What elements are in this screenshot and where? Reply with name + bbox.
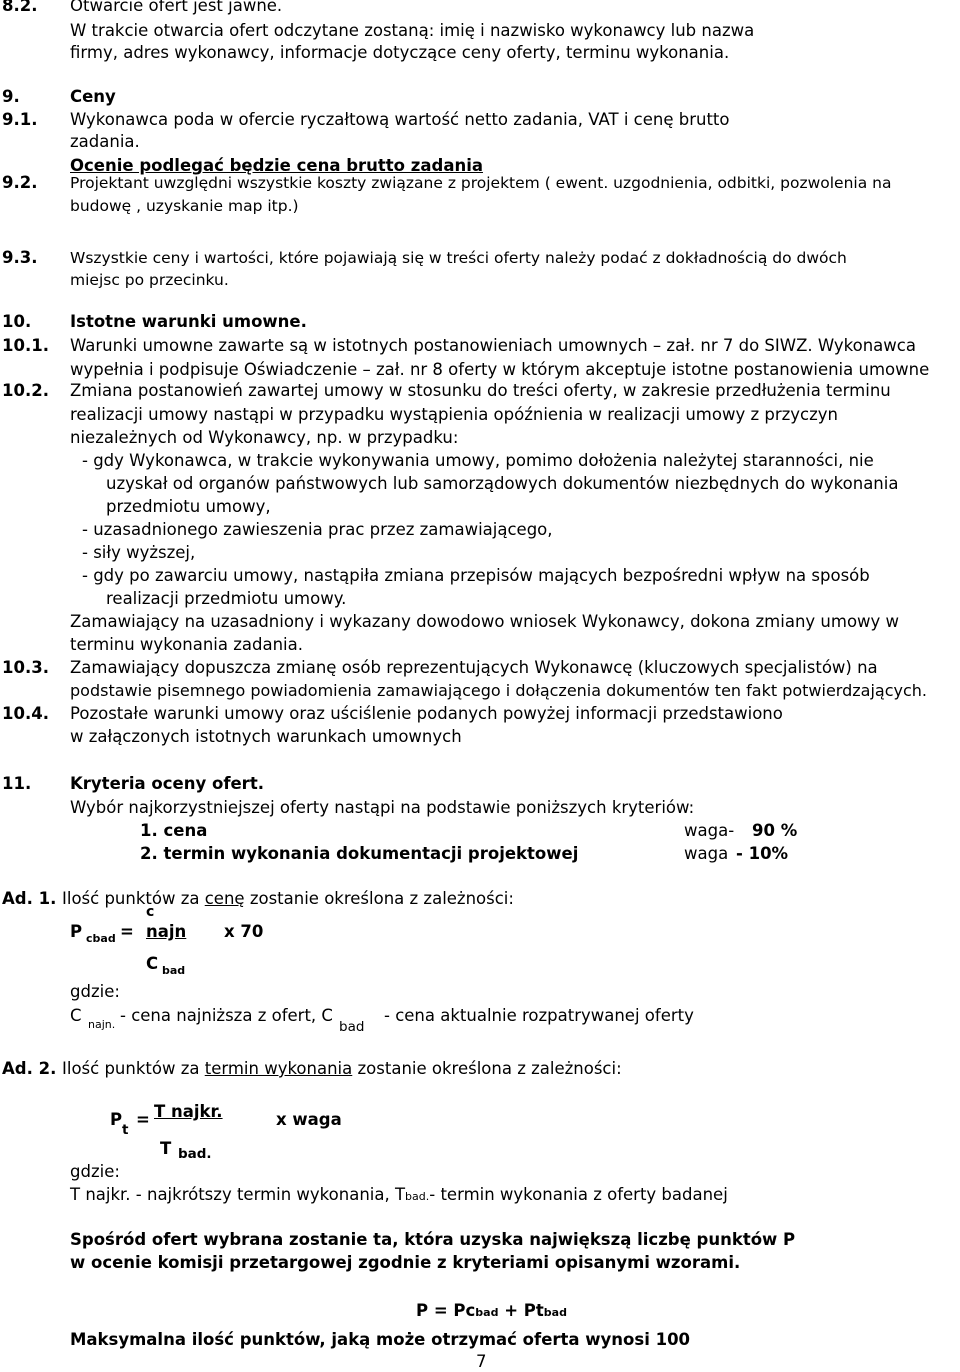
paragraph-line: zadania.: [70, 132, 140, 151]
formula-multiplier: x 70: [224, 922, 264, 941]
formula-denominator-subscript: bad.: [178, 1146, 212, 1162]
paragraph-line: miejsc po przecinku.: [70, 271, 229, 289]
final-formula: P = Pcbad + Ptbad: [416, 1301, 567, 1320]
criterion-2-weight-label: waga: [684, 844, 729, 863]
ad-1-label: Ad. 1.: [2, 889, 57, 908]
paragraph-line: Pozostałe warunki umowy oraz uściślenie podanych powyżej informacji przedstawiono: [70, 704, 783, 723]
section-10-4-number: 10.4.: [2, 704, 49, 723]
list-item: - gdy po zawarciu umowy, nastąpiła zmiana przepisów mających bezpośredni wpływ na sposób: [82, 566, 870, 585]
ad-2-label: Ad. 2.: [2, 1059, 57, 1078]
definition-text: - cena aktualnie rozpatrywanej oferty: [384, 1006, 694, 1025]
definition-subscript: bad: [339, 1019, 365, 1035]
paragraph-line: Wykonawca poda w ofercie ryczałtową wartość netto zadania, VAT i cenę brutto: [70, 110, 730, 129]
section-9-3-number: 9.3.: [2, 248, 38, 267]
paragraph-line: Warunki umowne zawarte są w istotnych postanowieniach umownych – zał. nr 7 do SIWZ. Wykonawca: [70, 336, 916, 355]
criterion-1-weight: 90 %: [752, 821, 798, 840]
formula-multiplier: x waga: [276, 1110, 342, 1129]
paragraph-line: podstawie pisemnego powiadomienia zamawiającego i dołączenia dokumentów ten fakt potwierdzających.: [70, 681, 927, 700]
paragraph-line: Wybór najkorzystniejszej oferty nastąpi na podstawie poniższych kryteriów:: [70, 798, 695, 817]
bold-underlined-note: Ocenie podlegać będzie cena brutto zadania: [70, 156, 483, 175]
summary-line: Spośród ofert wybrana zostanie ta, która uzyska największą liczbę punktów P: [70, 1230, 796, 1249]
section-10-2-number: 10.2.: [2, 381, 49, 400]
section-9-1-number: 9.1.: [2, 110, 38, 129]
criterion-1-weight-label: waga-: [684, 821, 735, 840]
max-points-note: Maksymalna ilość punktów, jaką może otrzymać oferta wynosi 100: [70, 1330, 691, 1349]
paragraph-line: Wszystkie ceny i wartości, które pojawiają się w treści oferty należy podać z dokładnością do dwóch: [70, 249, 847, 267]
definition-subscript: najn.: [88, 1018, 116, 1031]
paragraph-line: w załączonych istotnych warunkach umownych: [70, 727, 462, 746]
section-8-2-number: 8.2.: [2, 0, 38, 15]
list-item-line: przedmiotu umowy,: [106, 497, 271, 516]
section-10-title: Istotne warunki umowne.: [70, 312, 307, 331]
definition-c: C: [70, 1006, 82, 1025]
criterion-1-name: 1. cena: [140, 821, 208, 840]
definition-text: - cena najniższa z ofert, C: [120, 1006, 333, 1025]
list-item-line: uzyskał od organów państwowych lub samorządowych dokumentów niezbędnych do wykonania: [106, 474, 899, 493]
section-8-2-title: Otwarcie ofert jest jawne.: [70, 0, 283, 15]
paragraph-line: wypełnia i podpisuje Oświadczenie – zał. nr 8 oferty w którym akceptuje istotne postanowienia umowne: [70, 360, 930, 379]
section-11-title: Kryteria oceny ofert.: [70, 774, 264, 793]
paragraph-line: Zamawiający dopuszcza zmianę osób reprezentujących Wykonawcę (kluczowych specjalistów) na: [70, 658, 878, 677]
paragraph-line: Zmiana postanowień zawartej umowy w stosunku do treści oferty, w zakresie przedłużenia terminu: [70, 381, 891, 400]
formula-denominator: C: [146, 954, 159, 973]
section-9-2-number: 9.2.: [2, 173, 38, 192]
paragraph-line: firmy, adres wykonawcy, informacje dotyczące ceny oferty, terminu wykonania.: [70, 43, 730, 62]
list-item: - gdy Wykonawca, w trakcie wykonywania umowy, pomimo dołożenia należytej staranności, nie: [82, 451, 874, 470]
formula-denominator: T: [160, 1139, 172, 1158]
paragraph-line: realizacji umowy nastąpi w przypadku wystąpienia opóźnienia w realizacji umowy z przyczyn: [70, 405, 838, 424]
formula-denominator-subscript: bad: [162, 964, 186, 977]
definition-text: T najkr. - najkrótszy termin wykonania, Tbad.- termin wykonania z oferty badanej: [70, 1185, 728, 1204]
formula-equals: =: [136, 1110, 150, 1129]
formula-c-superscript: c: [146, 904, 155, 920]
list-item: - siły wyższej,: [82, 543, 196, 562]
section-9-title: Ceny: [70, 87, 116, 106]
summary-line: w ocenie komisji przetargowej zgodnie z kryteriami opisanymi wzorami.: [70, 1253, 741, 1272]
paragraph-line: budowę , uzyskanie map itp.): [70, 197, 299, 215]
formula-p-subscript: t: [122, 1122, 129, 1138]
paragraph-line: Projektant uwzględni wszystkie koszty związane z projektem ( ewent. uzgodnienia, odbitki, pozwolenia na: [70, 174, 892, 192]
paragraph-line: terminu wykonania zadania.: [70, 635, 303, 654]
formula-equals: =: [120, 922, 134, 941]
criterion-2-name: 2. termin wykonania dokumentacji projektowej: [140, 844, 579, 863]
criterion-2-weight: - 10%: [736, 844, 789, 863]
definition-heading: gdzie:: [70, 982, 120, 1001]
formula-p-subscript: cbad: [86, 932, 116, 945]
section-10-number: 10.: [2, 312, 32, 331]
formula-numerator: T najkr.: [154, 1102, 223, 1121]
paragraph-line: niezależnych od Wykonawcy, np. w przypadku:: [70, 428, 459, 447]
paragraph-line: W trakcie otwarcia ofert odczytane zostaną: imię i nazwisko wykonawcy lub nazwa: [70, 21, 755, 40]
formula-p: P: [110, 1110, 123, 1129]
list-item: - uzasadnionego zawieszenia prac przez zamawiającego,: [82, 520, 553, 539]
formula-p: P: [70, 922, 83, 941]
section-11-number: 11.: [2, 774, 32, 793]
paragraph-line: Zamawiający na uzasadniony i wykazany dowodowo wniosek Wykonawcy, dokona zmiany umowy w: [70, 612, 900, 631]
list-item-line: realizacji przedmiotu umowy.: [106, 589, 347, 608]
section-10-1-number: 10.1.: [2, 336, 49, 355]
section-10-3-number: 10.3.: [2, 658, 49, 677]
ad-2-text: Ilość punktów za termin wykonania zostanie określona z zależności:: [62, 1059, 622, 1078]
formula-numerator: najn: [146, 922, 187, 941]
page-number: 7: [476, 1352, 487, 1371]
section-9-number: 9.: [2, 87, 20, 106]
ad-1-text: Ilość punktów za cenę zostanie określona z zależności:: [62, 889, 514, 908]
definition-heading: gdzie:: [70, 1162, 120, 1181]
